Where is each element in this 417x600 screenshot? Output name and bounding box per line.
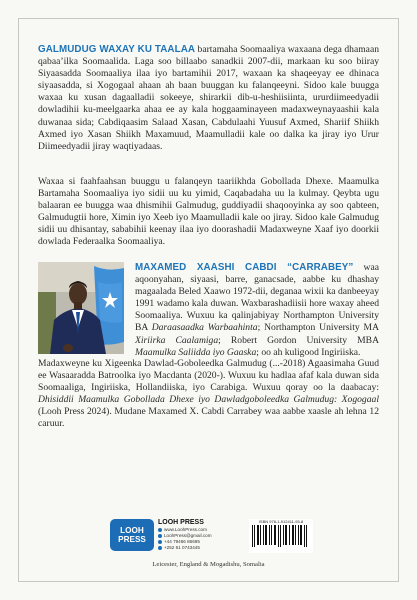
intro-lead: GALMUDUG WAXAY KU TAALAA (38, 44, 196, 55)
looh-press-logo (110, 519, 154, 551)
author-bio-b: ; Northampton University MA (257, 322, 379, 334)
barcode-bars (249, 524, 313, 552)
book-title: Dhisiddii Maamulka Gobollada Dhexe iyo Dawladgoboleedka Galmudug: Xogogaal (38, 394, 379, 406)
isbn-text: ISBN 978-1-912411-93-8 (258, 519, 304, 524)
career-a: Madaxweyne ku Xigeenka Dawlad-Goboleedka Galmudug (...-2018) Agaasimaha Guud ee Wasaaradda Batroolka iyo Macdanta (2020-). Wuxuu ku hadlaa afaf kala duwan sida Soomaaliga, Ingiriiska, Hollandiiska, iyo Carabiga. Wuxuu qoray oo la daabacay: (38, 358, 379, 394)
degree-ma: Xiriirka Caalamiga (135, 334, 219, 346)
career-paragraph (38, 358, 379, 431)
summary-body: Waxaa si faahfaahsan buuggu u falanqeyn taariikhda Gobollada Dhexe. Maamulka Bartamaha Soomaaliya iyo sidii uu ku yimid, Caqabadaha uu la kulmay. Qeybta ugu balaaran ee buugga waa dhismihii Galmudug, guddiyadii shaqooyinka ay soo qabteen, Galmudugtii hore, Ximin iyo Xeeb iyo Maamulladii kale oo jiray. Sidoo kale Galmudug sidii uu dhisantay, sababihii keenay ilaa iyo doorashadii Madaxweyne Xaaf iyo doorkii dowlada Federaalka Soomaaliya. (38, 176, 379, 248)
author-bio-c: ; Robert Gordon University MBA (218, 334, 380, 346)
author-name: MAXAMED XAASHI CABDI “CARRABEY” (135, 262, 354, 273)
publisher-phone-1: +44 79466 86695 (164, 539, 200, 544)
author-bio-paragraph (135, 262, 379, 359)
degree-ba: Daraasaadka Warbaahinta (151, 322, 258, 334)
degree-mba: Maamulka Saliidda iyo Gaaska (135, 346, 257, 358)
publisher-name: LOOH PRESS (158, 519, 204, 526)
logo-line-1: LOOH (120, 526, 144, 535)
isbn-barcode (249, 519, 313, 553)
publisher-email: LoohPress@gmail.com (164, 533, 212, 538)
author-bio-a: waa aqoonyahan, siyaasi, barre, ganacsade, aabbe ku dhashay magaalada Beled Xaawo 1972-dii, deganaa wixii ka danbeeyay 1991 wadamo kala duwan. Waxbarashadiisii hore waxay aheed Soomaaliya. Wuxuu ka qalinjabiyay Northampton University BA (135, 262, 379, 334)
web-icon (158, 528, 162, 532)
publisher-phone-2: +252 61 0743445 (164, 545, 200, 550)
intro-body: bartamaha Soomaaliya waxaana dega dhamaan qabaa’ilka Soomaalida. Laga soo billaabo sanadkii 2007-dii, markaan ku soo biiray Siyaasadda Soomaaliya ilaa iyo bartamihii 2017, waxaan ka shaqeeyay ee dhinaca siyaasadda, si Xogogaal ahaan ah baan buuggan ku falanqeeyni. Sidoo kale buugga waxaa ku xusan dagaalladii sokeeye, shirarkii dib-u-heshiisiinta, ururdiimeedyadii dowladihii ku-meelgaarka ahaa ee ay kala hoggaaminayeen madaxweynayaashii kala duwanaa sida; Cabdiqaasim Salaad Xasan, Cabdulaahi Yuusuf Axmed, Shariif Shiikh Axmed iyo Xasan Shiikh Maxamuud, Maamulladii kale oo dalka ka jiray iyo Urur Diimeedyadii jiray waqtiyadaas. (38, 44, 379, 152)
publisher-web: www.LoohPress.com (164, 527, 207, 532)
phone-icon (158, 546, 162, 550)
publisher-info (158, 519, 244, 551)
publication-place: Leicester, England & Mogadishu, Somalia (152, 561, 265, 568)
intro-paragraph (38, 44, 379, 153)
author-photo (38, 262, 124, 354)
phone-icon (158, 540, 162, 544)
logo-line-2: PRESS (118, 535, 146, 544)
publisher-footer (110, 519, 310, 555)
email-icon (158, 534, 162, 538)
author-bio-d: ; oo ah kuligood Ingiriiska. (256, 346, 361, 358)
career-b: (Looh Press 2024). Mudane Maxamed X. Cabdi Carrabey waa aabbe xaasle ah lehna 12 caruur. (38, 406, 379, 430)
summary-paragraph (38, 176, 379, 249)
